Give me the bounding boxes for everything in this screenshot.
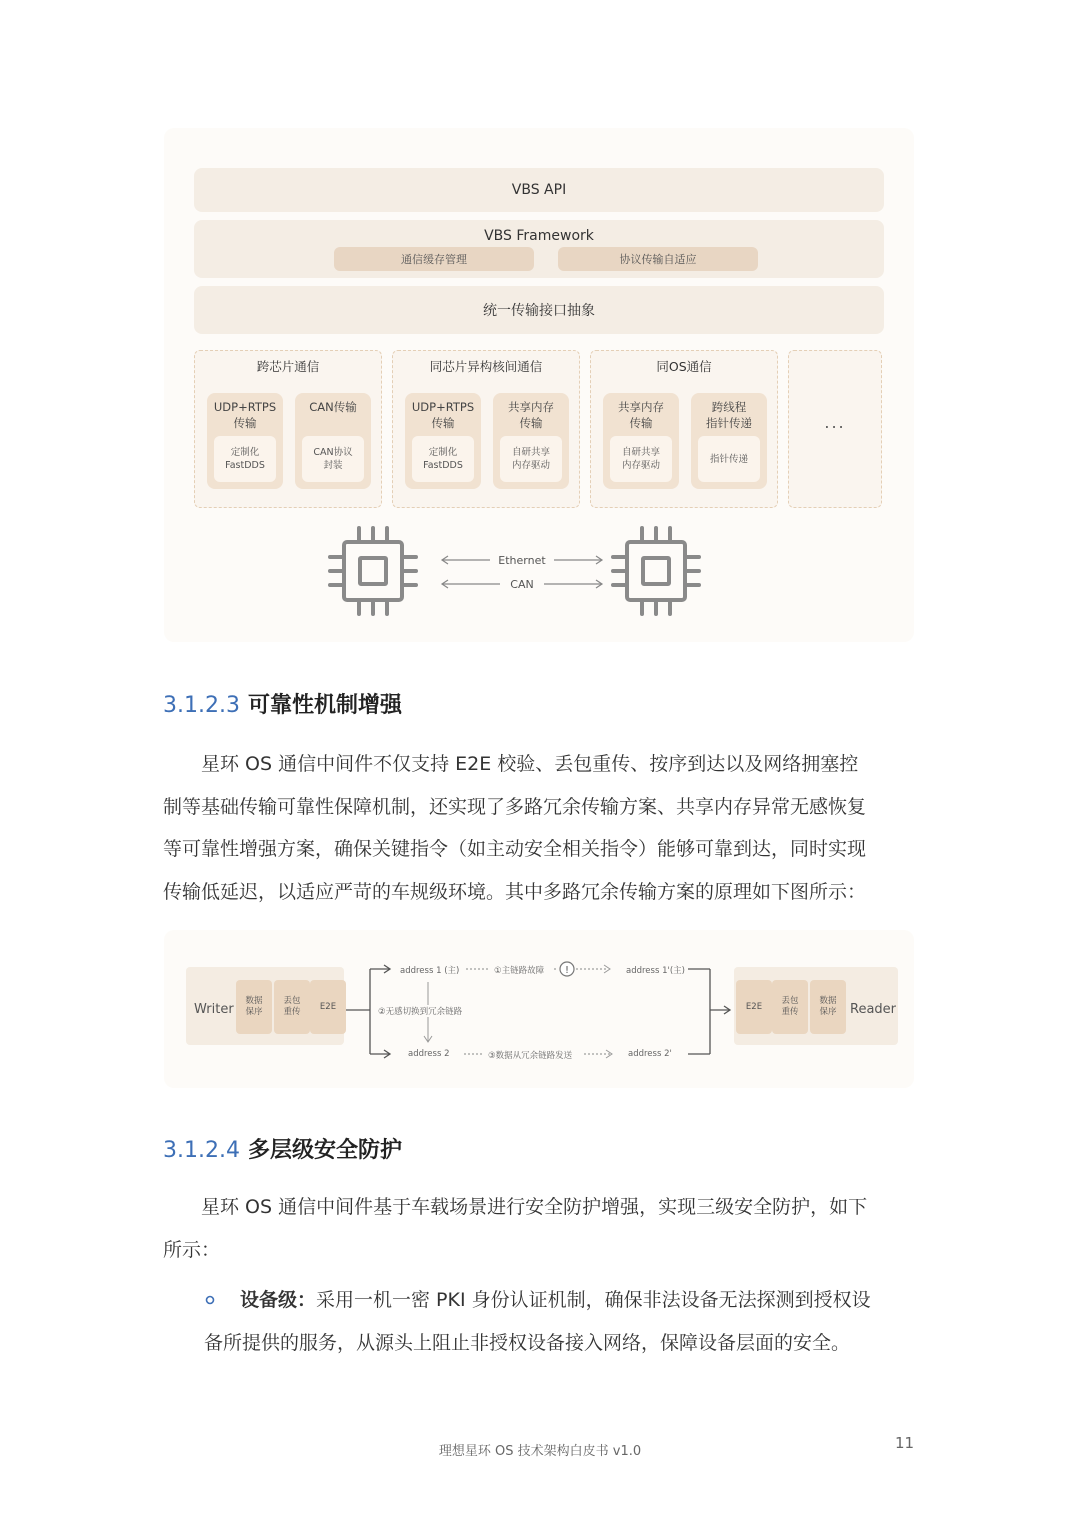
dotted-lines: [464, 969, 610, 1054]
vbs-api-label: VBS API: [511, 182, 567, 198]
group-title: 同芯片异构核间通信: [429, 359, 543, 374]
group-same-os: [590, 350, 778, 508]
vbs-api-layer: [194, 168, 884, 212]
cell-impl-label: 指针传递: [698, 436, 760, 482]
cell-impl-label: 定制化 FastDDS: [412, 436, 474, 482]
vbs-framework-label: VBS Framework: [484, 228, 594, 244]
paragraph-line: 传输低延迟，以适应严苛的车规级环境。其中多路冗余传输方案的原理如下图所示：: [163, 880, 867, 903]
bullet-circle-icon: [204, 1294, 216, 1306]
reader-label: Reader: [850, 1002, 897, 1017]
cell-impl-label: 自研共享 内存驱动: [500, 436, 562, 482]
architecture-figure: [164, 128, 914, 642]
more-ellipsis: ...: [824, 413, 846, 432]
cell-impl-label: CAN协议 封装: [302, 436, 364, 482]
paragraph-line: 星环 OS 通信中间件不仅支持 E2E 校验、丢包重传、按序到达以及网络拥塞控: [201, 753, 859, 775]
address1r-label: address 1'(主): [626, 966, 685, 976]
address1-label: address 1 (主): [400, 966, 460, 976]
link-can-label: CAN: [510, 578, 534, 591]
group-title: 跨芯片通信: [256, 359, 320, 374]
bullet-line: 采用一机一密 PKI 身份认证机制，确保非法设备无法探测到授权设: [316, 1289, 871, 1311]
cell-transport-label: UDP+RTPS 传输: [411, 400, 475, 430]
writer-box: E2E: [310, 980, 346, 1034]
writer-label: Writer: [194, 1002, 234, 1017]
transport-cell: [295, 393, 371, 489]
page-number: 11: [895, 1434, 915, 1452]
link-ethernet-label: Ethernet: [498, 554, 546, 567]
cell-impl-label: 定制化 FastDDS: [214, 436, 276, 482]
cell-transport-label: 共享内存 传输: [508, 400, 554, 430]
reader-box: E2E: [736, 980, 772, 1034]
footer-title: 理想星环 OS 技术架构白皮书 v1.0: [438, 1444, 642, 1459]
transport-cell: [691, 393, 767, 489]
chip-link-diagram: [164, 518, 914, 628]
step3-label: ③数据从冗余链路发送: [488, 1051, 573, 1061]
chip-icon: [330, 528, 416, 614]
group-cross-chip: [194, 350, 382, 508]
cell-transport-label: 共享内存 传输: [618, 400, 664, 430]
address2-label: address 2: [408, 1049, 450, 1059]
alert-mark: !: [564, 965, 570, 976]
transport-cell: [493, 393, 569, 489]
redundancy-links: [164, 930, 914, 1088]
step1-label: ①主链路故障: [494, 966, 545, 976]
chip-icon: [613, 528, 699, 614]
step2-label: ②无感切换到冗余链路: [378, 1007, 463, 1017]
cell-transport-label: 跨线程 指针传递: [706, 400, 752, 430]
reader-box: 丢包 重传: [772, 980, 808, 1034]
unified-transport-label: 统一传输接口抽象: [483, 303, 595, 319]
group-more: [788, 350, 882, 508]
group-title: 同OS通信: [656, 359, 712, 374]
paragraph-reliability: [163, 743, 915, 913]
cell-impl-label: 自研共享 内存驱动: [610, 436, 672, 482]
section-number: 3.1.2.3: [163, 693, 240, 718]
group-same-chip-heterogeneous: [392, 350, 580, 508]
bullet-term: 设备级：: [240, 1289, 317, 1311]
reader-box: 数据 保序: [810, 980, 846, 1034]
paragraph-line: 制等基础传输可靠性保障机制，还实现了多路冗余传输方案、共享内存异常无感恢复: [163, 795, 867, 818]
module-protocol-adaptive: 协议传输自适应: [558, 247, 758, 271]
section-title: 多层级安全防护: [247, 1138, 402, 1163]
section-title: 可靠性机制增强: [247, 693, 402, 718]
paragraph-line: 所示：: [163, 1238, 221, 1261]
writer-box: 数据 保序: [236, 980, 272, 1034]
transport-cell: [603, 393, 679, 489]
redundancy-figure: [164, 930, 914, 1088]
address2r-label: address 2': [628, 1049, 672, 1059]
unified-transport-layer: [194, 286, 884, 334]
bullet-device-level: [204, 1279, 920, 1364]
transport-cell: [405, 393, 481, 489]
cell-transport-label: CAN传输: [309, 400, 357, 414]
paragraph-security: [163, 1186, 915, 1271]
writer-box: 丢包 重传: [274, 980, 310, 1034]
bullet-line: 备所提供的服务，从源头上阻止非授权设备接入网络，保障设备层面的安全。: [204, 1331, 851, 1354]
section-number: 3.1.2.4: [163, 1138, 240, 1163]
vbs-framework-layer: [194, 220, 884, 278]
paragraph-line: 等可靠性增强方案，确保关键指令（如主动安全相关指令）能够可靠到达，同时实现: [163, 838, 867, 860]
section-heading-3124: [163, 1133, 402, 1164]
module-cache-management: 通信缓存管理: [334, 247, 534, 271]
section-heading-3123: [163, 688, 402, 719]
cell-transport-label: UDP+RTPS 传输: [213, 400, 277, 430]
paragraph-line: 星环 OS 通信中间件基于车载场景进行安全防护增强，实现三级安全防护，如下: [201, 1196, 868, 1218]
transport-cell: [207, 393, 283, 489]
